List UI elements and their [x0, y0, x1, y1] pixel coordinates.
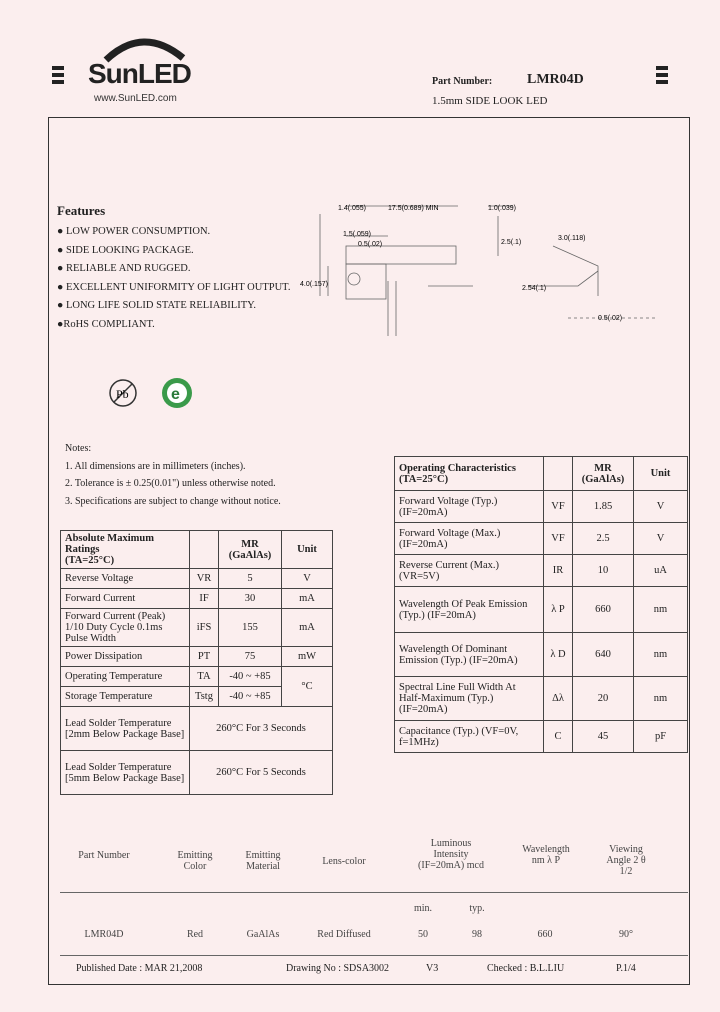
- notes-title: Notes:: [65, 443, 92, 454]
- table-row: Spectral Line Full Width At Half-Maximum (Typ.) (IF=20mA) Δλ 20 nm: [395, 677, 688, 721]
- col-emitting-color: Emitting Color: [177, 850, 213, 872]
- dim-label: 0.5(.02): [358, 241, 383, 248]
- abs-max-mr-header: MR (GaAlAs): [219, 531, 282, 569]
- table-row: Forward Current IF 30 mA: [61, 589, 333, 609]
- drawing-number: Drawing No : SDSA3002: [286, 963, 390, 974]
- op-title-cell: Operating Characteristics (TA=25°C): [395, 457, 544, 491]
- package-drawing: [298, 196, 688, 346]
- abs-max-unit-header: Unit: [282, 531, 333, 569]
- row-material: GaAlAs: [246, 929, 280, 940]
- dim-label: 1.5(.059): [343, 231, 372, 238]
- brand-name: SunLED: [88, 58, 191, 89]
- row-color: Red: [186, 929, 204, 940]
- col-luminous-intensity: Luminous Intensity (IF=20mA) mcd: [418, 838, 484, 871]
- feature-item: ● EXCELLENT UNIFORMITY OF LIGHT OUTPUT.: [57, 281, 291, 293]
- table-row: Wavelength Of Peak Emission (Typ.) (IF=20mA) λ P 660 nm: [395, 587, 688, 633]
- col-lens-color: Lens-color: [322, 856, 366, 867]
- table-row: Reverse Voltage VR 5 V: [61, 569, 333, 589]
- table-row: Lead Solder Temperature [5mm Below Package Base] 260°C For 5 Seconds: [61, 751, 333, 795]
- table-row: Wavelength Of Dominant Emission (Typ.) (IF=20mA) λ D 640 nm: [395, 633, 688, 677]
- product-table-rule-top: [60, 892, 688, 893]
- table-row: Forward Current (Peak) 1/10 Duty Cycle 0.1ms Pulse Width iFS 155 mA: [61, 609, 333, 647]
- table-row: Operating Temperature TA -40 ~ +85 °C: [61, 667, 333, 687]
- abs-max-table: [60, 530, 333, 795]
- feature-item: ● LONG LIFE SOLID STATE RELIABILITY.: [57, 300, 256, 311]
- row-wave: 660: [537, 929, 553, 940]
- col-min: min.: [413, 903, 433, 914]
- dim-label: 2.5(.1): [501, 239, 522, 246]
- page-number: P.1/4: [616, 963, 636, 974]
- feature-item: ● SIDE LOOKING PACKAGE.: [57, 244, 194, 256]
- features-title: Features: [57, 203, 106, 218]
- notes: [65, 440, 281, 510]
- table-row: Forward Voltage (Typ.) (IF=20mA) VF 1.85 V: [395, 491, 688, 523]
- row-min: 50: [418, 929, 428, 940]
- feature-item: ● LOW POWER CONSUMPTION.: [57, 226, 211, 237]
- published-date: Published Date : MAR 21,2008: [76, 963, 203, 974]
- col-wavelength: Wavelength nm λ P: [522, 844, 570, 866]
- abs-max-title-cell: Absolute Maximum Ratings (TA=25°C): [61, 531, 190, 569]
- rohs-e-icon: [160, 376, 194, 410]
- op-mr-header: MR (GaAlAs): [573, 457, 634, 491]
- product-table-rule-bottom: [60, 955, 688, 956]
- table-row: Capacitance (Typ.) (VF=0V, f=1MHz) C 45 pF: [395, 721, 688, 753]
- brand-url[interactable]: www.SunLED.com: [94, 93, 177, 104]
- dim-label: 0.5(.02): [598, 315, 623, 322]
- dim-label: 2.54(.1): [522, 285, 547, 292]
- dim-label: 4.0(.157): [300, 281, 329, 288]
- dim-label: 1.4(.055): [338, 205, 367, 212]
- dim-label: 3.0(.118): [558, 235, 586, 242]
- row-typ: 98: [472, 929, 482, 940]
- note-item: 3. Specifications are subject to change without notice.: [65, 495, 281, 507]
- feature-item: ●RoHS COMPLIANT.: [57, 318, 155, 330]
- part-number-label: Part Number:: [432, 76, 493, 87]
- col-viewing-angle: Viewing Angle 2 θ 1/2: [606, 844, 646, 877]
- col-emitting-material: Emitting Material: [245, 850, 281, 872]
- part-number: LMR04D: [527, 72, 584, 87]
- logo: [88, 30, 198, 110]
- part-description: 1.5mm SIDE LOOK LED: [432, 95, 548, 107]
- left-bars-icon: [52, 66, 64, 87]
- table-row: Storage Temperature Tstg -40 ~ +85: [61, 687, 333, 707]
- table-row: Reverse Current (Max.) (VR=5V) IR 10 uA: [395, 555, 688, 587]
- svg-text:Pb: Pb: [116, 387, 129, 401]
- row-lens: Red Diffused: [317, 929, 371, 940]
- features-section: [57, 203, 297, 334]
- op-unit-header: Unit: [634, 457, 688, 491]
- col-typ: typ.: [469, 903, 485, 914]
- table-row: Lead Solder Temperature [2mm Below Package Base] 260°C For 3 Seconds: [61, 707, 333, 751]
- right-bars-icon: [656, 66, 668, 87]
- note-item: 2. Tolerance is ± 0.25(0.01") unless otherwise noted.: [65, 478, 276, 489]
- svg-text:e: e: [171, 386, 180, 403]
- pb-free-icon: [108, 378, 138, 408]
- feature-item: ● RELIABLE AND RUGGED.: [57, 263, 191, 274]
- version: V3: [426, 963, 439, 974]
- op-char-table: [394, 456, 688, 753]
- col-part-number: Part Number: [78, 850, 130, 861]
- table-row: Power Dissipation PT 75 mW: [61, 647, 333, 667]
- dim-label: 1.0(.039): [488, 205, 517, 212]
- row-part: LMR04D: [84, 929, 124, 940]
- table-row: Forward Voltage (Max.) (IF=20mA) VF 2.5 V: [395, 523, 688, 555]
- dim-label: 17.5(0.689) MIN: [388, 205, 439, 212]
- checked-by: Checked : B.L.LIU: [487, 963, 565, 974]
- note-item: 1. All dimensions are in millimeters (inches).: [65, 460, 246, 472]
- row-angle: 90°: [619, 929, 633, 940]
